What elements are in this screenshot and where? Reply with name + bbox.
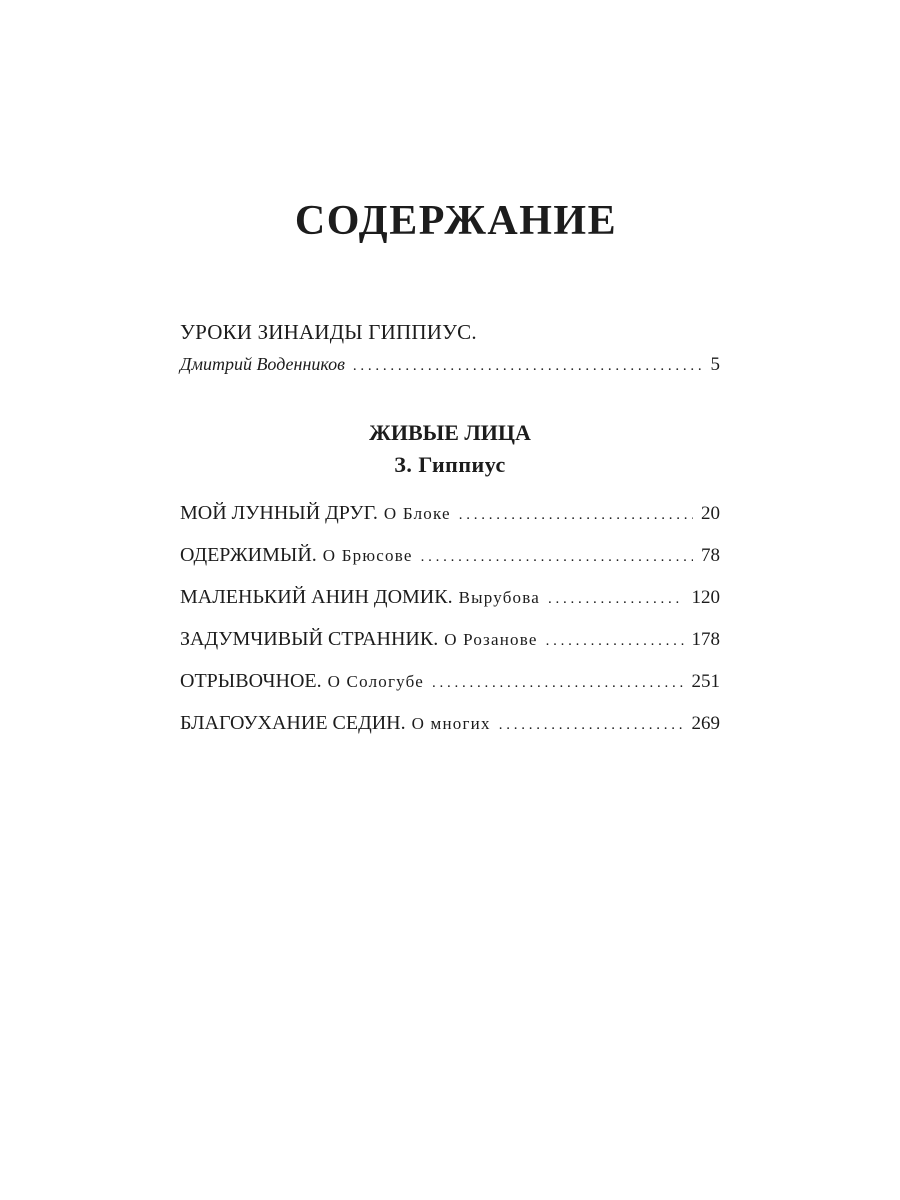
toc-entry-title: ОДЕРЖИМЫЙ.: [180, 544, 317, 566]
toc-entry-subtitle: Вырубова: [458, 588, 541, 607]
toc-entry-page-number: 20: [701, 503, 720, 524]
toc-entry-page-number: 269: [691, 713, 720, 734]
dot-leader: [546, 626, 684, 656]
toc-entry-subtitle: О Брюсове: [322, 546, 413, 565]
intro-title: УРОКИ ЗИНАИДЫ ГИППИУС.: [180, 320, 477, 344]
page-title: СОДЕРЖАНИЕ: [294, 198, 618, 244]
section-title: ЖИВЫЕ ЛИЦА: [369, 420, 531, 445]
dot-leader: [353, 353, 703, 379]
toc-entry: [180, 582, 720, 624]
dot-leader: [499, 710, 684, 740]
toc-entry-page-number: 251: [691, 671, 720, 692]
toc-entry: [180, 666, 720, 708]
toc-entry: [180, 498, 720, 540]
dot-leader: [421, 542, 693, 572]
section-author: З. Гиппиус: [394, 452, 506, 477]
toc-entry-page-number: 120: [691, 587, 720, 608]
dot-leader: [548, 584, 683, 614]
intro-entry: [180, 351, 720, 377]
toc-entry-subtitle: О Розанове: [444, 630, 538, 649]
toc-entry-page-number: 78: [701, 545, 720, 566]
toc-entry-title: ЗАДУМЧИВЫЙ СТРАННИК.: [180, 628, 439, 650]
toc-entry-subtitle: О Блоке: [383, 504, 451, 523]
toc-entry-page-number: 178: [691, 629, 720, 650]
toc-entry-title: ОТРЫВОЧНОЕ.: [180, 670, 322, 692]
toc-entry: [180, 708, 720, 750]
toc-entry-subtitle: О многих: [411, 714, 491, 733]
dot-leader: [459, 500, 693, 530]
dot-leader: [432, 668, 684, 698]
toc-entry-subtitle: О Сологубе: [327, 672, 424, 691]
intro-page-number: 5: [710, 354, 720, 375]
toc-entry: [180, 624, 720, 666]
toc-entry: [180, 540, 720, 582]
toc-list: [180, 498, 720, 750]
toc-entry-title: МАЛЕНЬКИЙ АНИН ДОМИК.: [180, 586, 453, 608]
toc-entry-title: МОЙ ЛУННЫЙ ДРУГ.: [180, 502, 378, 524]
intro-author: Дмитрий Воденников: [180, 354, 345, 374]
toc-entry-title: БЛАГОУХАНИЕ СЕДИН.: [180, 712, 406, 734]
